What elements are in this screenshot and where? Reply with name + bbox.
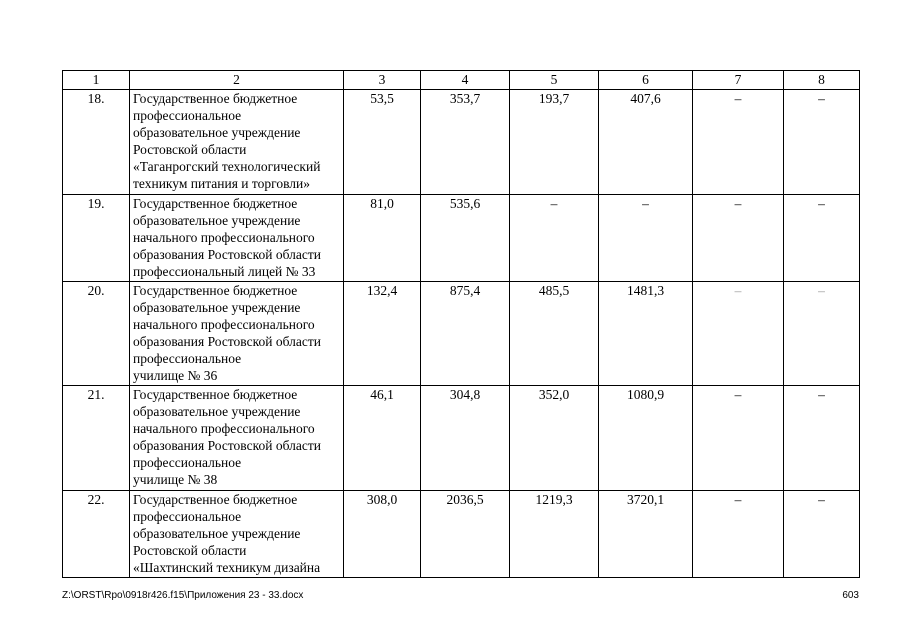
value-cell: 1219,3 xyxy=(510,491,599,578)
value-cell: – xyxy=(784,386,860,491)
name-line: Государственное бюджетное xyxy=(133,387,298,402)
column-header: 1 xyxy=(63,71,130,90)
name-line: Государственное бюджетное xyxy=(133,492,298,507)
name-line: начального профессионального xyxy=(133,317,315,332)
name-line: профессиональное xyxy=(133,351,242,366)
name-line: начального профессионального xyxy=(133,230,315,245)
name-line: образовательное учреждение xyxy=(133,300,301,315)
value-cell: 535,6 xyxy=(421,195,510,282)
column-header: 4 xyxy=(421,71,510,90)
name-line: образовательное учреждение xyxy=(133,526,301,541)
row-number: 22. xyxy=(63,491,130,578)
name-line: Государственное бюджетное xyxy=(133,196,298,211)
budget-table xyxy=(62,70,860,578)
name-line: образования Ростовской области xyxy=(133,334,321,349)
value-cell: 1080,9 xyxy=(599,386,693,491)
row-number: 19. xyxy=(63,195,130,282)
page-number: 603 xyxy=(842,590,859,601)
name-line: начального профессионального xyxy=(133,421,315,436)
column-header: 5 xyxy=(510,71,599,90)
value-cell: – xyxy=(693,195,784,282)
name-line: училище № 36 xyxy=(133,368,218,383)
name-line: Государственное бюджетное xyxy=(133,91,298,106)
value-cell: 875,4 xyxy=(421,282,510,386)
value-cell: 132,4 xyxy=(344,282,421,386)
institution-name xyxy=(130,282,344,386)
name-line: образовательное учреждение xyxy=(133,213,301,228)
column-header: 2 xyxy=(130,71,344,90)
value-cell: – xyxy=(510,195,599,282)
institution-name xyxy=(130,491,344,578)
value-cell: 46,1 xyxy=(344,386,421,491)
value-cell: 81,0 xyxy=(344,195,421,282)
value-cell: 352,0 xyxy=(510,386,599,491)
value-cell: 53,5 xyxy=(344,90,421,195)
column-header: 7 xyxy=(693,71,784,90)
table-row xyxy=(63,386,860,491)
value-cell: – xyxy=(784,195,860,282)
value-cell: – xyxy=(693,282,784,386)
row-number: 18. xyxy=(63,90,130,195)
name-line: профессиональное xyxy=(133,509,242,524)
value-cell: – xyxy=(599,195,693,282)
institution-name xyxy=(130,386,344,491)
column-header: 8 xyxy=(784,71,860,90)
name-line: образования Ростовской области xyxy=(133,247,321,262)
column-header: 6 xyxy=(599,71,693,90)
name-line: профессиональное xyxy=(133,455,242,470)
name-line: образования Ростовской области xyxy=(133,438,321,453)
value-cell: 193,7 xyxy=(510,90,599,195)
value-cell: 1481,3 xyxy=(599,282,693,386)
name-line: «Таганрогский технологический xyxy=(133,159,321,174)
value-cell: 2036,5 xyxy=(421,491,510,578)
row-number: 20. xyxy=(63,282,130,386)
value-cell: – xyxy=(693,386,784,491)
name-line: профессиональное xyxy=(133,108,242,123)
value-cell: 485,5 xyxy=(510,282,599,386)
name-line: Ростовской области xyxy=(133,543,247,558)
value-cell: – xyxy=(784,90,860,195)
institution-name xyxy=(130,90,344,195)
value-cell: – xyxy=(693,491,784,578)
value-cell: – xyxy=(693,90,784,195)
name-line: техникум питания и торговли» xyxy=(133,176,310,191)
name-line: профессиональный лицей № 33 xyxy=(133,264,316,279)
value-cell: 407,6 xyxy=(599,90,693,195)
table-row xyxy=(63,282,860,386)
name-line: училище № 38 xyxy=(133,472,218,487)
table-row xyxy=(63,195,860,282)
name-line: образовательное учреждение xyxy=(133,404,301,419)
value-cell: 353,7 xyxy=(421,90,510,195)
row-number: 21. xyxy=(63,386,130,491)
footer-file-path: Z:\ORST\Rpo\0918r426.f15\Приложения 23 - 33.docx xyxy=(62,590,304,601)
value-cell: – xyxy=(784,491,860,578)
name-line: образовательное учреждение xyxy=(133,125,301,140)
value-cell: 304,8 xyxy=(421,386,510,491)
name-line: Ростовской области xyxy=(133,142,247,157)
column-header: 3 xyxy=(344,71,421,90)
table-row xyxy=(63,491,860,578)
value-cell: 3720,1 xyxy=(599,491,693,578)
table-row xyxy=(63,90,860,195)
name-line: «Шахтинский техникум дизайна xyxy=(133,560,321,575)
institution-name xyxy=(130,195,344,282)
name-line: Государственное бюджетное xyxy=(133,283,298,298)
value-cell: 308,0 xyxy=(344,491,421,578)
table-header-row xyxy=(63,71,860,90)
value-cell: – xyxy=(784,282,860,386)
